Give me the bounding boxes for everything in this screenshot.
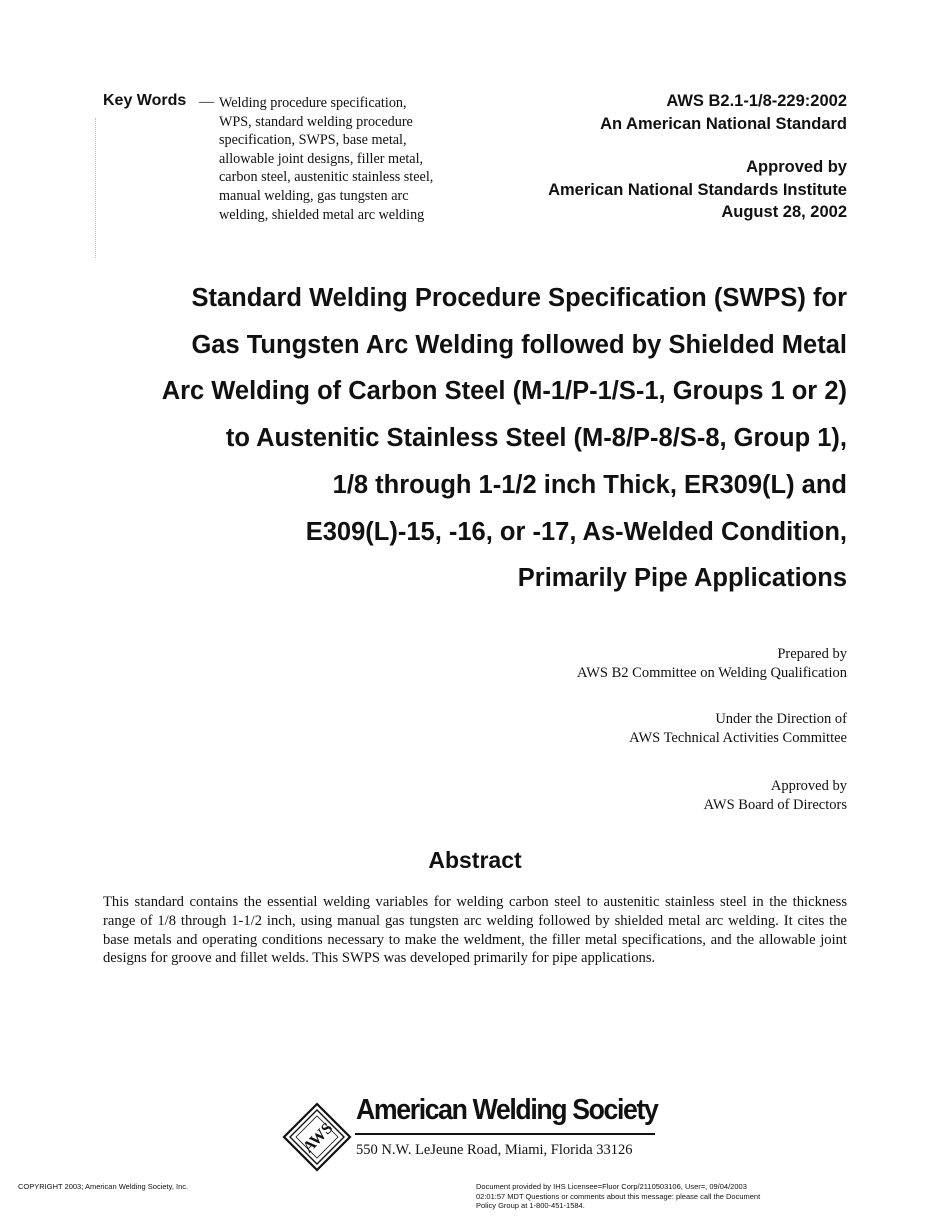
title-line: Primarily Pipe Applications xyxy=(517,564,847,593)
title-line: E309(L)-15, -16, or -17, As-Welded Condition, xyxy=(305,517,847,546)
standard-number: AWS B2.1-1/8-229:2002 xyxy=(666,92,847,110)
keywords-line: Welding procedure specification, xyxy=(219,95,407,111)
keywords-line: allowable joint designs, filler metal, xyxy=(219,150,424,167)
abstract-heading: Abstract xyxy=(428,847,522,873)
license-notice xyxy=(476,1182,776,1211)
keywords-dash: — xyxy=(199,94,214,110)
title-line: to Austenitic Stainless Steel (M-8/P-8/S-8, Group 1), xyxy=(225,424,847,453)
approval-date: August 28, 2002 xyxy=(721,203,847,221)
logo-text: AWS xyxy=(299,1119,337,1157)
keywords-line: carbon steel, austenitic stainless steel, xyxy=(219,169,434,186)
organization-divider xyxy=(355,1133,655,1135)
license-line: Policy Group at 1-800-451-1584. xyxy=(476,1201,585,1210)
standard-type: An American National Standard xyxy=(600,114,847,133)
aws-logo xyxy=(282,1102,352,1172)
direction-committee: AWS Technical Activities Committee xyxy=(629,729,847,746)
standard-designation xyxy=(600,90,847,135)
title-line: 1/8 through 1-1/2 inch Thick, ER309(L) and xyxy=(332,470,847,499)
approval-line: Approved by xyxy=(746,158,847,176)
direction-label: Under the Direction of xyxy=(715,711,847,727)
keywords-list xyxy=(219,94,464,224)
ansi-approval xyxy=(548,156,847,224)
organization-name: American Welding Society xyxy=(356,1094,658,1126)
abstract-body: This standard contains the essential welding variables for welding carbon steel to austenitic stainless steel in the thickness range of 1/8 through 1-1/2 inch, using manual gas tungsten arc welding followed by shielded metal arc welding. It cites the base metals and operating conditions necessary to make the weldment, the filler metal specifications, and the allowable joint designs for groove and fillet welds. This SWPS was developed primarily for pipe applications. xyxy=(103,894,847,967)
keywords-line: manual welding, gas tungsten arc xyxy=(219,187,409,204)
organization-address: 550 N.W. LeJeune Road, Miami, Florida 33126 xyxy=(356,1142,633,1158)
board-approval-label: Approved by xyxy=(770,778,847,794)
prepared-by xyxy=(577,645,847,682)
board-approval xyxy=(704,777,847,814)
document-title xyxy=(87,275,847,602)
title-line: Arc Welding of Carbon Steel (M-1/P-1/S-1, Groups 1 or 2) xyxy=(161,377,847,406)
copyright-notice: COPYRIGHT 2003; American Welding Society, Inc. xyxy=(18,1182,189,1191)
keywords-line: specification, SWPS, base metal, xyxy=(219,132,407,149)
title-line: Standard Welding Procedure Specification (SWPS) for xyxy=(191,284,847,312)
under-direction xyxy=(629,710,847,747)
keywords-line: WPS, standard welding procedure xyxy=(219,113,413,130)
margin-mark xyxy=(95,118,98,258)
prepared-by-committee: AWS B2 Committee on Welding Qualification xyxy=(576,664,847,681)
license-line: Document provided by IHS Licensee=Fluor Corp/2110503106, User=, 09/04/2003 xyxy=(476,1182,747,1191)
board-name: AWS Board of Directors xyxy=(703,796,847,813)
keywords-label: Key Words xyxy=(103,92,187,109)
license-line: 02:01:57 MDT Questions or comments about this message: please call the Document xyxy=(476,1191,761,1201)
approval-body: American National Standards Institute xyxy=(548,180,847,199)
keywords-line: welding, shielded metal arc welding xyxy=(219,206,425,223)
prepared-by-label: Prepared by xyxy=(777,646,847,662)
title-line: Gas Tungsten Arc Welding followed by Shielded Metal xyxy=(191,330,847,359)
